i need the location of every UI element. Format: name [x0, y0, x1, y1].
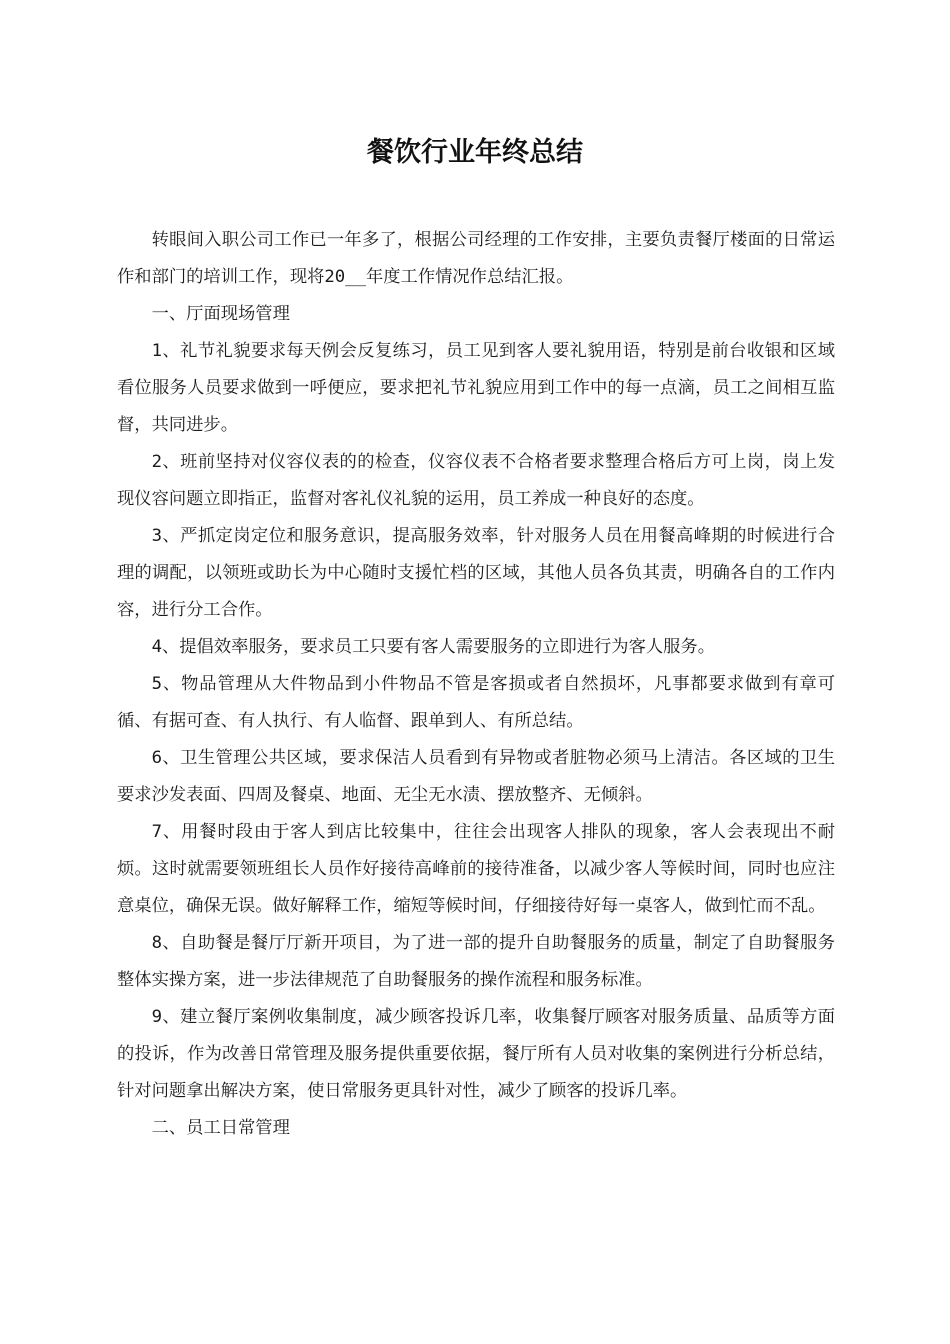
section-heading-1: 一、厅面现场管理 — [151, 304, 290, 324]
intro-paragraph: 转眼间入职公司工作已一年多了，根据公司经理的工作安排，主要负责餐厅楼面的日常运作和部门的培训工作，现将20__年度工作情况作总结汇报。 — [117, 230, 835, 287]
paragraph-item-1: 1、礼节礼貌要求每天例会反复练习，员工见到客人要礼貌用语，特别是前台收银和区域看位服务人员要求做到一呼便应，要求把礼节礼貌应用到工作中的每一点滴，员工之间相互监督，共同进步。 — [117, 341, 835, 435]
paragraph-item-2: 2、班前坚持对仪容仪表的的检查，仪容仪表不合格者要求整理合格后方可上岗，岗上发现仪容问题立即指正，监督对客礼仪礼貌的运用，员工养成一种良好的态度。 — [117, 452, 835, 509]
paragraph-item-3: 3、严抓定岗定位和服务意识，提高服务效率，针对服务人员在用餐高峰期的时候进行合理的调配，以领班或助长为中心随时支援忙档的区域，其他人员各负其责，明确各自的工作内容，进行分工合作。 — [117, 526, 835, 620]
section-heading-2: 二、员工日常管理 — [151, 1118, 290, 1138]
paragraph-item-6: 6、卫生管理公共区域，要求保洁人员看到有异物或者脏物必须马上清洁。各区域的卫生要求沙发表面、四周及餐桌、地面、无尘无水渍、摆放整齐、无倾斜。 — [117, 748, 835, 805]
paragraph-item-9: 9、建立餐厅案例收集制度，减少顾客投诉几率，收集餐厅顾客对服务质量、品质等方面的投诉，作为改善日常管理及服务提供重要依据，餐厅所有人员对收集的案例进行分析总结，针对问题拿出解决方案，使日常服务更具针对性，减少了顾客的投诉几率。 — [117, 1007, 835, 1101]
document-body — [117, 222, 835, 1147]
paragraph-item-5: 5、物品管理从大件物品到小件物品不管是客损或者自然损坏，凡事都要求做到有章可循、有据可查、有人执行、有人临督、跟单到人、有所总结。 — [117, 674, 835, 731]
paragraph-item-8: 8、自助餐是餐厅厅新开项目，为了进一部的提升自助餐服务的质量，制定了自助餐服务整体实操方案，进一步法律规范了自助餐服务的操作流程和服务标准。 — [117, 933, 835, 990]
paragraph-item-4: 4、提倡效率服务，要求员工只要有客人需要服务的立即进行为客人服务。 — [151, 637, 715, 657]
document-title: 餐饮行业年终总结 — [367, 137, 583, 168]
paragraph-item-7: 7、用餐时段由于客人到店比较集中，往往会出现客人排队的现象，客人会表现出不耐烦。这时就需要领班组长人员作好接待高峰前的接待准备，以减少客人等候时间，同时也应注意桌位，确保无误。做好解释工作，缩短等候时间，仔细接待好每一桌客人，做到忙而不乱。 — [117, 822, 835, 916]
